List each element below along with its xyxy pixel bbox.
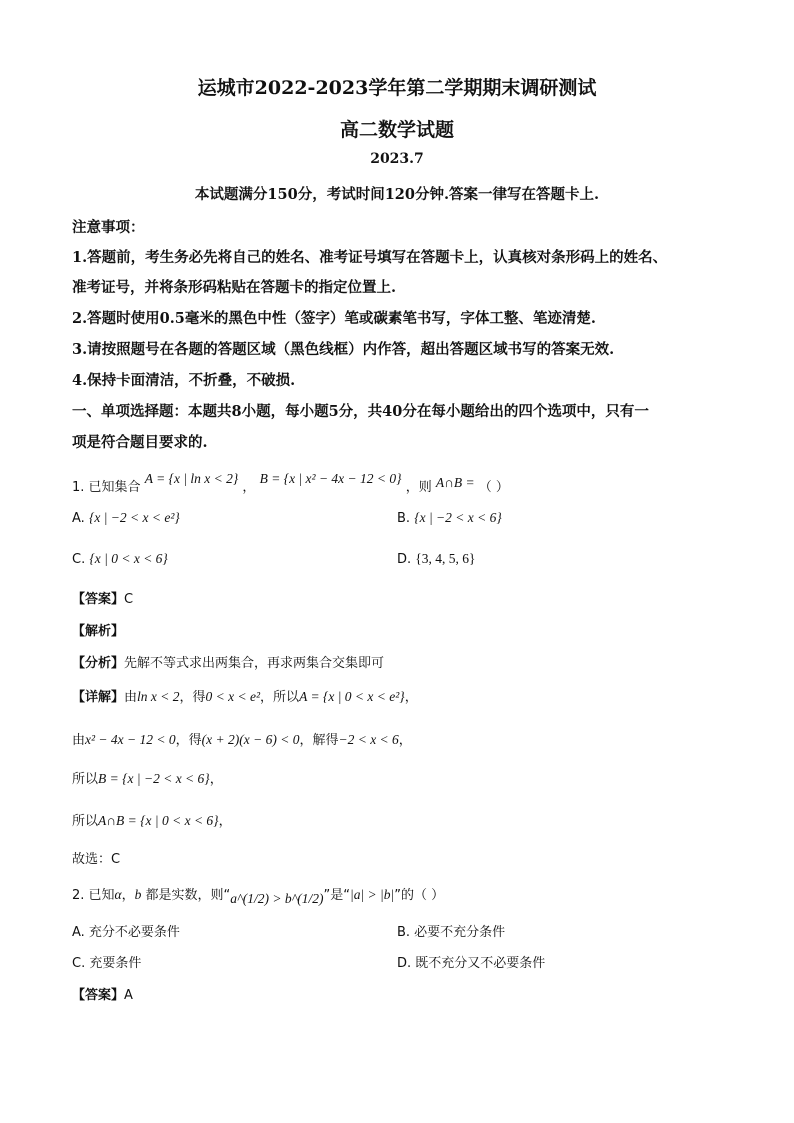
note-1-line2: 准考证号，并将条形码粘贴在答题卡的指定位置上. — [72, 279, 397, 296]
q1-d1-g: ， — [404, 690, 418, 705]
notes-heading: 注意事项： — [72, 219, 145, 236]
q2-c: 都是实数，则“ — [141, 888, 231, 903]
q1-d4-a: 所以 — [72, 814, 99, 829]
q1-option-c — [72, 551, 168, 567]
q1-option-b-text: {x | −2 < x < 6} — [414, 510, 502, 525]
q1-d4-c: ， — [218, 814, 232, 829]
q1-d1-a: 由 — [124, 690, 138, 705]
q2-cond2: |a| > |b| — [350, 887, 395, 902]
q1-answer-value: C — [124, 592, 134, 607]
q2-a: 2. 已知 — [72, 888, 115, 903]
q1-option-a-label: A. — [72, 511, 85, 526]
section-1-line1: 一、单项选择题：本题共8小题，每小题5分，共40分在每小题给出的四个选项中，只有一 — [72, 403, 649, 420]
q1-d2-f: −2 < x < 6 — [338, 732, 399, 747]
q1-conclusion: 故选：C — [72, 852, 121, 867]
q1-detail-tag: 【详解】 — [72, 690, 125, 705]
q1-fenxi-text: 先解不等式求出两集合，再求两集合交集即可 — [124, 656, 385, 671]
q1-d3-b: B = {x | −2 < x < 6} — [98, 771, 210, 786]
q1-answer — [72, 588, 133, 607]
q1-fenxi — [72, 652, 384, 671]
q2-e: ”的（ ） — [394, 888, 445, 903]
q2-option-a: A. 充分不必要条件 — [72, 925, 180, 940]
q1-comma: ， — [242, 480, 256, 495]
q1-d3-c: ， — [209, 772, 223, 787]
q1-d1-d: 0 < x < e² — [205, 689, 261, 704]
q1-option-d-text: {3, 4, 5, 6} — [415, 551, 476, 566]
q1-d4-b: A∩B = {x | 0 < x < 6} — [98, 813, 219, 828]
q1-d2-d: (x + 2)(x − 6) < 0 — [201, 732, 300, 747]
q1-option-d-label: D. — [397, 552, 412, 567]
q1-fenxi-tag: 【分析】 — [72, 656, 125, 671]
note-4: 4.保持卡面清洁，不折叠，不破损. — [72, 372, 296, 389]
exam-subtitle: 高二数学试题 — [339, 119, 454, 141]
q1-d2-a: 由 — [72, 733, 86, 748]
q1-set-b: B = {x | x² − 4x − 12 < 0} — [259, 471, 402, 486]
q2-alpha: α — [114, 887, 122, 902]
q1-option-a-text: {x | −2 < x < e²} — [88, 510, 180, 525]
q1-option-d — [397, 551, 476, 567]
q1-analysis-tag: 【解析】 — [72, 624, 125, 639]
q2-answer-value: A — [124, 988, 133, 1003]
q1-d1-e: ，所以 — [260, 690, 300, 705]
q1-d3-a: 所以 — [72, 772, 99, 787]
q2-answer — [72, 984, 133, 1003]
note-2: 2.答题时使用0.5毫米的黑色中性（签字）笔或碳素笔书写，字体工整、笔迹清楚. — [72, 310, 596, 327]
q2-option-c: C. 充要条件 — [72, 956, 142, 971]
q1-detail-line2 — [72, 729, 412, 748]
exam-instructions: 本试题满分150分，考试时间120分钟.答案一律写在答题卡上. — [194, 186, 600, 203]
question-2-stem — [72, 884, 445, 906]
q1-option-c-label: C. — [72, 552, 86, 567]
q2-bvar: b — [134, 887, 142, 902]
q2-d: ”是“ — [323, 888, 350, 903]
question-1-stem — [72, 471, 509, 495]
q1-d2-c: ，得 — [175, 733, 202, 748]
q2-answer-tag: 【答案】 — [72, 988, 125, 1003]
q1-d2-e: ，解得 — [299, 733, 339, 748]
q1-prefix: 1. 已知集合 — [72, 480, 141, 495]
q1-d1-b: ln x < 2 — [137, 689, 180, 704]
q2-b: ， — [121, 888, 135, 903]
q1-paren: （ ） — [478, 480, 509, 495]
section-1-line2: 项是符合题目要求的. — [72, 434, 208, 451]
q1-d1-f: A = {x | 0 < x < e²} — [299, 689, 405, 704]
q2-option-d: D. 既不充分又不必要条件 — [397, 956, 546, 971]
q1-detail-line3 — [72, 768, 223, 787]
q1-option-a — [72, 510, 180, 526]
q1-answer-tag: 【答案】 — [72, 592, 125, 607]
q2-cond1: a^(1/2) > b^(1/2) — [230, 891, 324, 906]
q1-set-a: A = {x | ln x < 2} — [144, 471, 239, 486]
q1-detail-line4 — [72, 810, 232, 829]
q1-d1-c: ，得 — [179, 690, 206, 705]
q2-option-b: B. 必要不充分条件 — [397, 925, 506, 940]
q1-d2-g: ， — [398, 733, 412, 748]
q1-d2-b: x² − 4x − 12 < 0 — [85, 732, 176, 747]
exam-title: 运城市2022-2023学年第二学期期末调研测试 — [197, 77, 597, 99]
q1-expr: A∩B = — [435, 475, 475, 490]
q1-option-b-label: B. — [397, 511, 411, 526]
note-3: 3.请按照题号在各题的答题区域（黑色线框）内作答，超出答题区域书写的答案无效. — [72, 341, 615, 358]
q1-option-b — [397, 510, 502, 526]
exam-date: 2023.7 — [370, 151, 424, 167]
q1-detail-line1 — [72, 686, 418, 705]
q1-suffix: ，则 — [405, 480, 432, 495]
note-1-line1: 1.答题前，考生务必先将自己的姓名、准考证号填写在答题卡上，认真核对条形码上的姓名、 — [72, 249, 668, 266]
q1-option-c-text: {x | 0 < x < 6} — [89, 551, 168, 566]
